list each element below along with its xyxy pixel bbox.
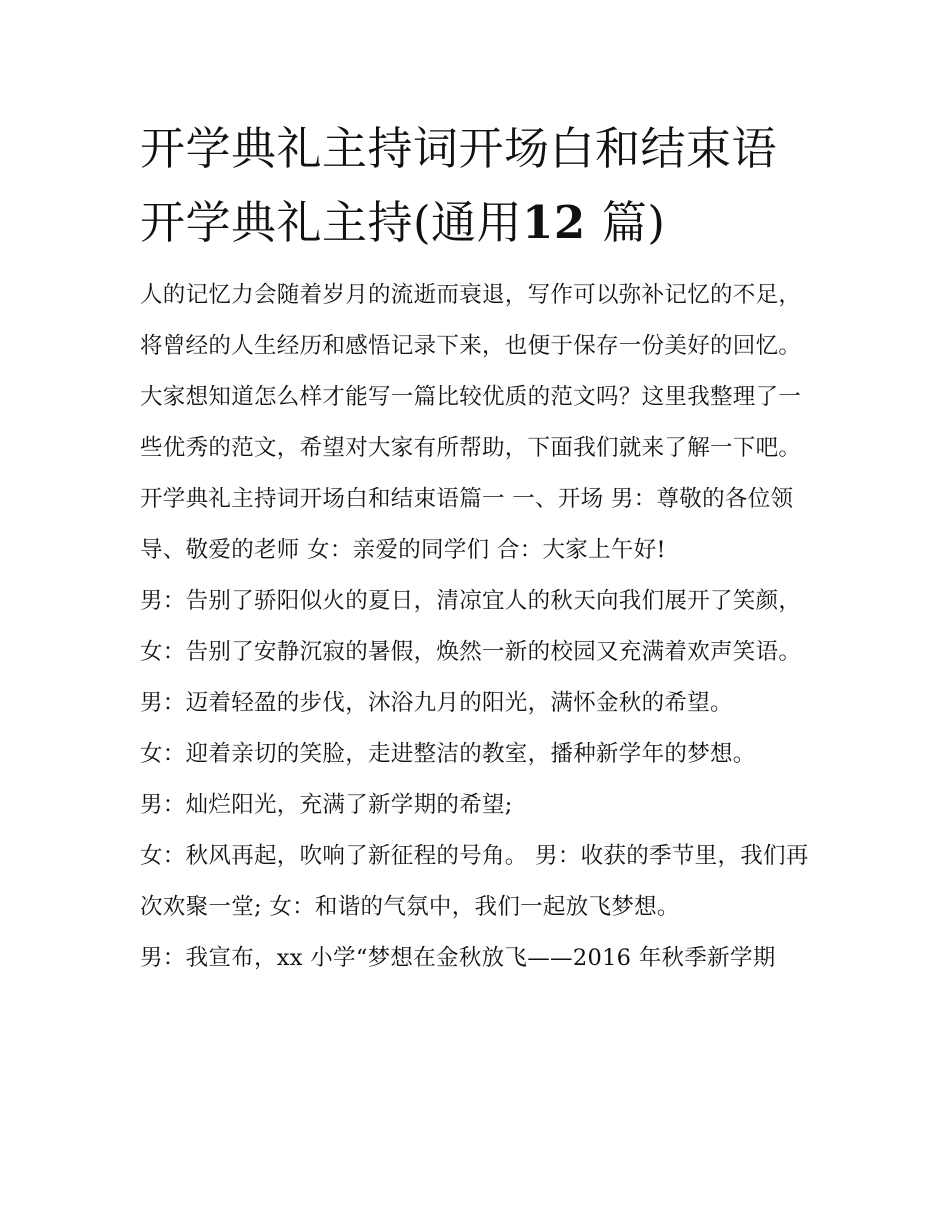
intro-paragraph: 人的记忆力会随着岁月的流逝而衰退，写作可以弥补记忆的不足，将曾经的人生经历和感悟记录下来，也便于保存一份美好的回忆。大家想知道怎么样才能写一篇比较优质的范文吗？这里我整理了一些优秀的范文，希望对大家有所帮助，下面我们就来了解一下吧。 (140, 282, 802, 461)
title-number: 12 (522, 196, 602, 249)
title-suffix: 篇) (601, 196, 666, 249)
dialogue-paragraph-1: 男：告别了骄阳似火的夏日，清凉宜人的秋天向我们展开了笑颜， 女：告别了安静沉寂的暑假，焕然一新的校园又充满着欢声笑语。 (140, 588, 802, 665)
document-title (140, 112, 820, 260)
title-text: 开学典礼主持词开场白和结束语 开学典礼主持(通用 (140, 122, 778, 249)
opening-paragraph: 开学典礼主持词开场白和结束语篇一 一、开场 男：尊敬的各位领导、敬爱的老师 女：亲爱的同学们 合：大家上午好! (140, 486, 794, 563)
dialogue-paragraph-4: 男：灿烂阳光，充满了新学期的希望; (140, 792, 513, 818)
document-page (140, 112, 820, 984)
dialogue-paragraph-3: 女：迎着亲切的笑脸，走进整洁的教室，播种新学年的梦想。 (140, 741, 756, 767)
dialogue-paragraph-2: 男：迈着轻盈的步伐，沐浴九月的阳光，满怀金秋的希望。 (140, 690, 733, 716)
document-body (140, 270, 820, 984)
dialogue-paragraph-6: 男：我宣布，xx 小学“梦想在金秋放飞——2016 年秋季新学期 (140, 945, 776, 971)
dialogue-paragraph-5: 女：秋风再起，吹响了新征程的号角。 男：收获的季节里，我们再次欢聚一堂; 女：和谐的气氛中，我们一起放飞梦想。 (140, 843, 809, 920)
